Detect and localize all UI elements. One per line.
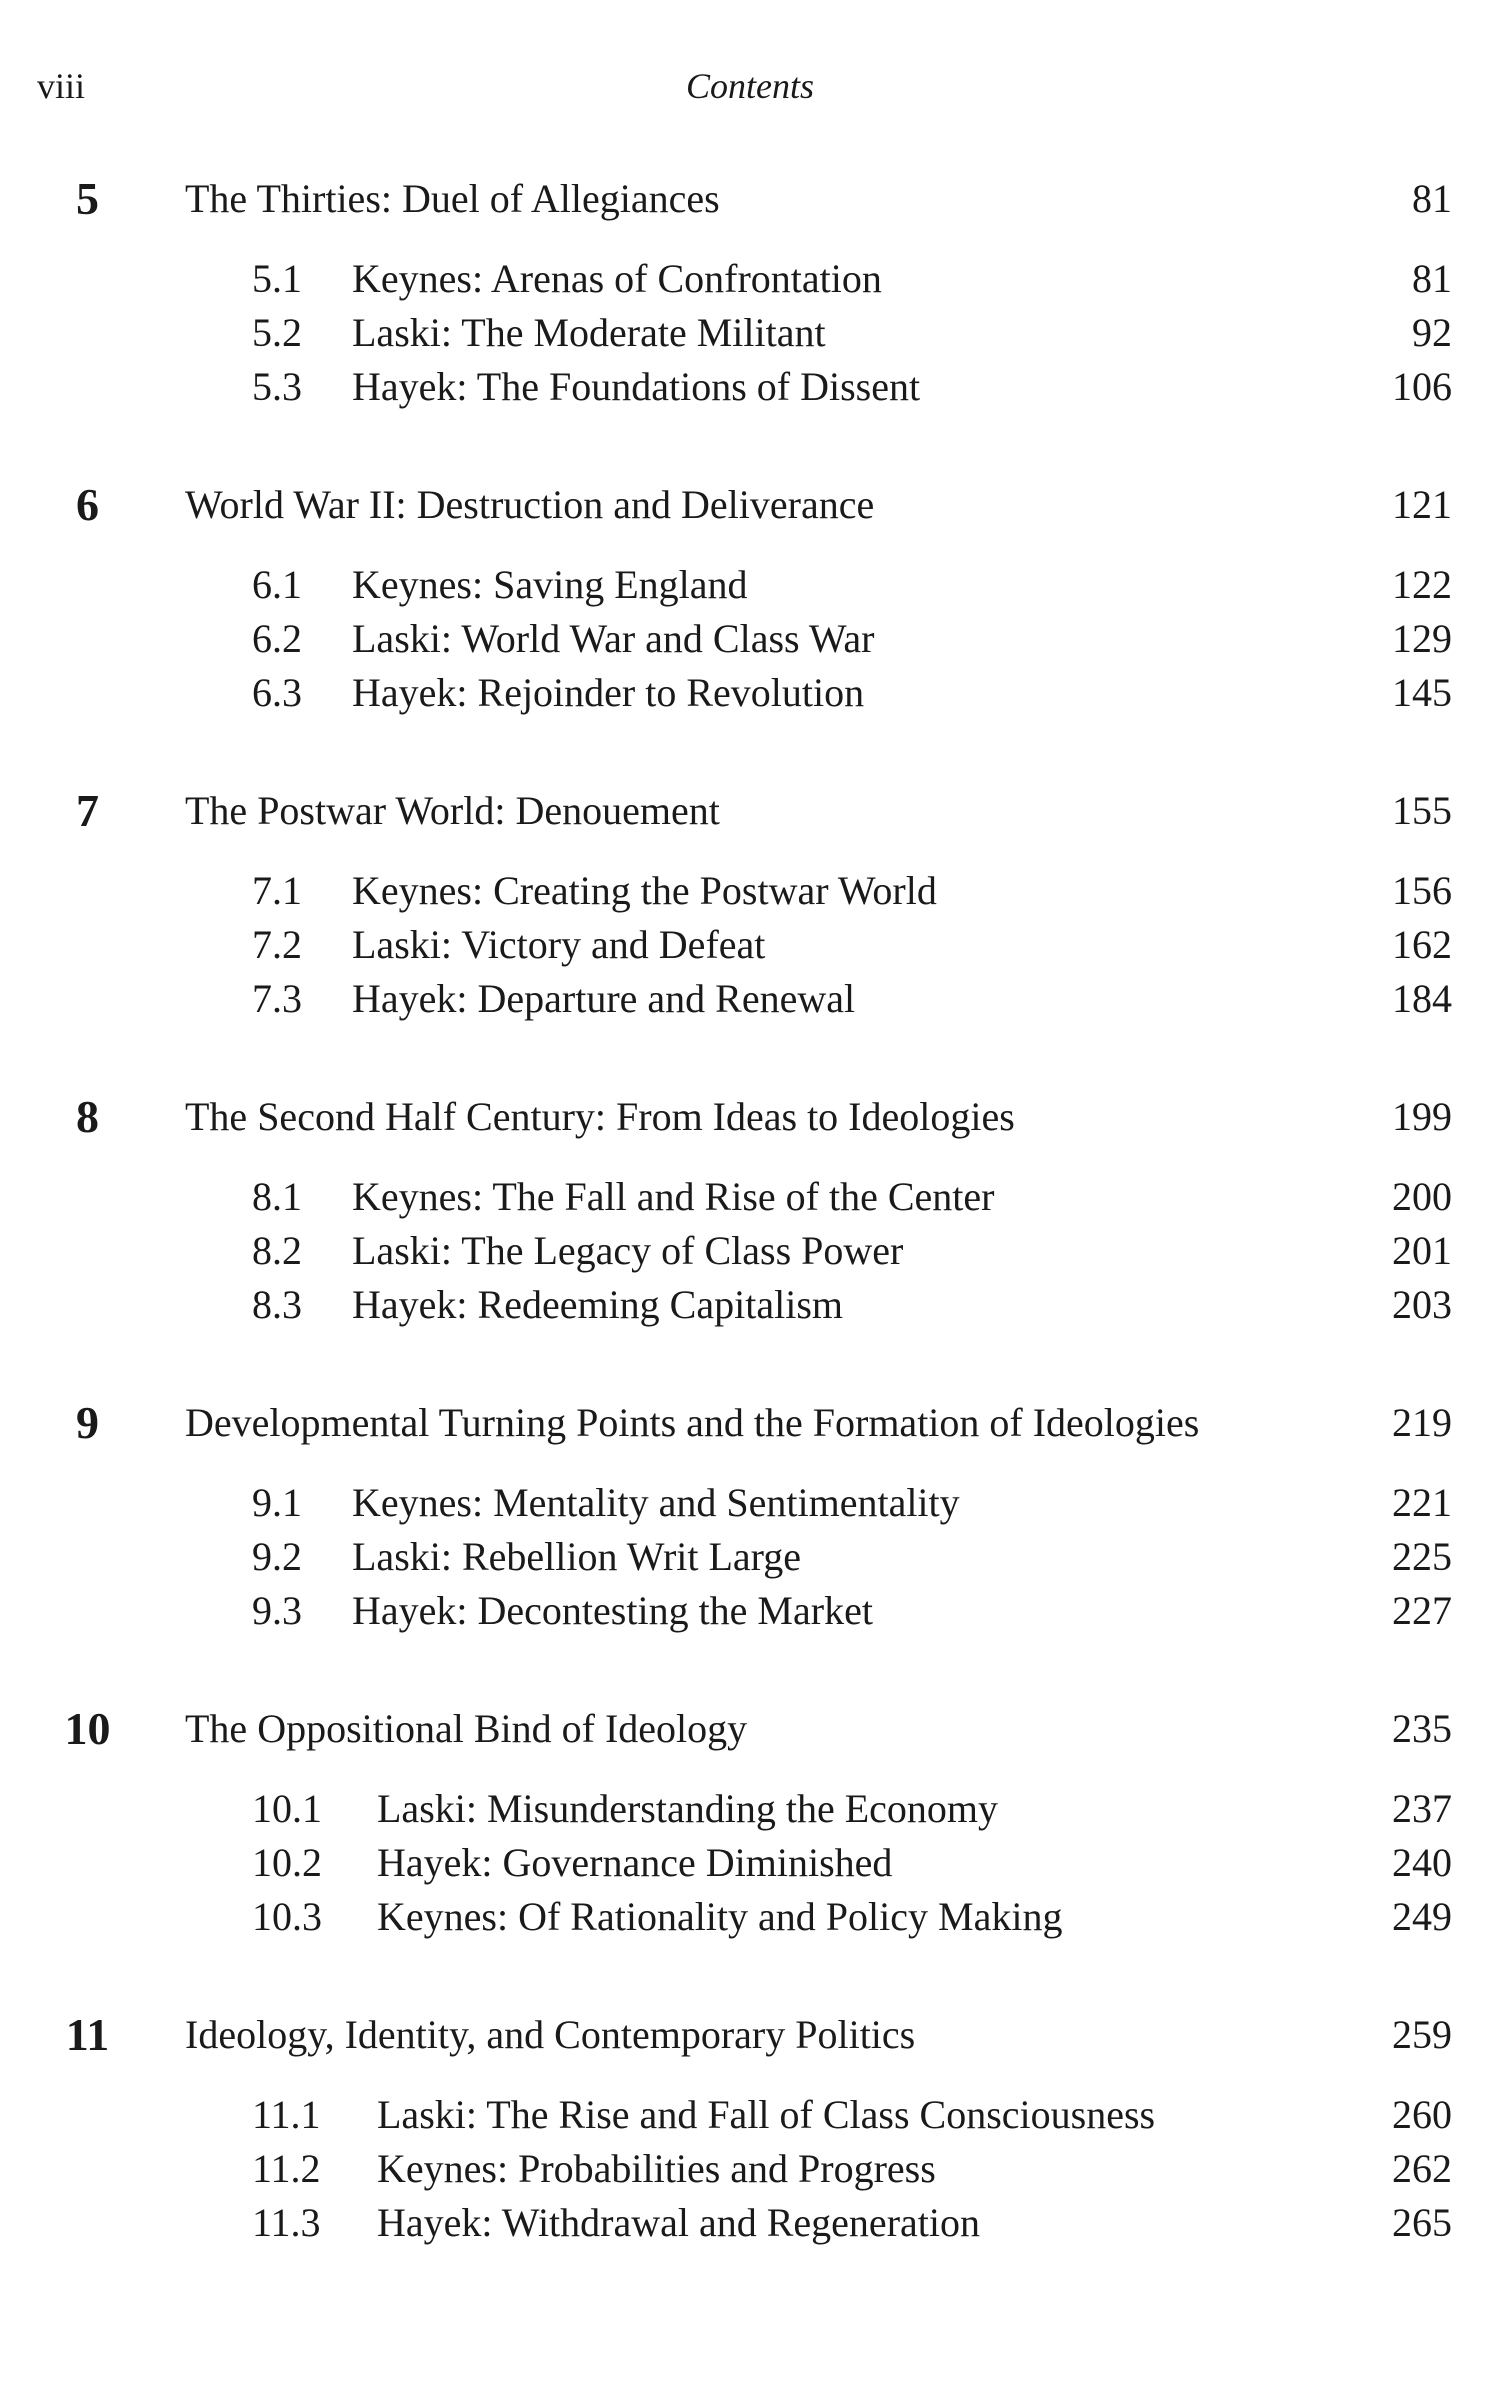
section-number: 9.2 bbox=[252, 1534, 302, 1579]
section-page-number: 92 bbox=[1412, 310, 1452, 355]
section-entry[interactable] bbox=[0, 360, 1500, 414]
section-entry[interactable] bbox=[0, 306, 1500, 360]
chapter-entry[interactable] bbox=[0, 172, 1500, 226]
section-number: 6.1 bbox=[252, 562, 302, 607]
section-number: 11.1 bbox=[252, 2092, 321, 2137]
section-page-number: 260 bbox=[1392, 2092, 1452, 2137]
chapter-number: 8 bbox=[76, 1091, 99, 1142]
running-head: Contents bbox=[685, 66, 814, 106]
toc-chapter bbox=[0, 2008, 1500, 2250]
section-number: 8.2 bbox=[252, 1228, 302, 1273]
chapter-page-number: 121 bbox=[1392, 482, 1452, 527]
section-title: Keynes: Arenas of Confrontation bbox=[352, 256, 882, 301]
section-number: 7.1 bbox=[252, 868, 302, 913]
section-title: Keynes: The Fall and Rise of the Center bbox=[352, 1174, 995, 1219]
section-number: 8.1 bbox=[252, 1174, 302, 1219]
chapter-number: 10 bbox=[64, 1703, 111, 1754]
chapter-entry[interactable] bbox=[0, 1090, 1500, 1144]
section-page-number: 162 bbox=[1392, 922, 1452, 967]
chapter-number: 6 bbox=[76, 479, 99, 530]
section-entry[interactable] bbox=[0, 558, 1500, 612]
section-entry[interactable] bbox=[0, 864, 1500, 918]
section-page-number: 145 bbox=[1392, 670, 1452, 715]
section-number: 5.1 bbox=[252, 256, 302, 301]
chapter-title: The Second Half Century: From Ideas to Ideologies bbox=[185, 1094, 1015, 1139]
section-entry[interactable] bbox=[0, 1782, 1500, 1836]
section-title: Laski: Misunderstanding the Economy bbox=[377, 1786, 999, 1831]
chapter-entry[interactable] bbox=[0, 1396, 1500, 1450]
section-entry[interactable] bbox=[0, 972, 1500, 1026]
toc-chapter bbox=[0, 1396, 1500, 1638]
section-number: 5.2 bbox=[252, 310, 302, 355]
section-number: 10.3 bbox=[252, 1894, 322, 1939]
section-page-number: 249 bbox=[1392, 1894, 1452, 1939]
section-title: Laski: Rebellion Writ Large bbox=[352, 1534, 802, 1579]
section-number: 6.3 bbox=[252, 670, 302, 715]
toc-chapter bbox=[0, 1702, 1500, 1944]
section-page-number: 200 bbox=[1392, 1174, 1452, 1219]
section-page-number: 225 bbox=[1392, 1534, 1452, 1579]
section-page-number: 201 bbox=[1392, 1228, 1452, 1273]
section-title: Keynes: Saving England bbox=[352, 562, 748, 607]
section-number: 7.2 bbox=[252, 922, 302, 967]
toc-chapter bbox=[0, 1090, 1500, 1332]
section-page-number: 265 bbox=[1392, 2200, 1452, 2245]
section-number: 10.2 bbox=[252, 1840, 322, 1885]
section-number: 7.3 bbox=[252, 976, 302, 1021]
section-title: Hayek: Departure and Renewal bbox=[352, 976, 856, 1021]
section-number: 11.3 bbox=[252, 2200, 321, 2245]
table-of-contents bbox=[0, 172, 1500, 2314]
section-entry[interactable] bbox=[0, 1530, 1500, 1584]
chapter-number: 5 bbox=[76, 173, 99, 224]
section-page-number: 221 bbox=[1392, 1480, 1452, 1525]
chapter-entry[interactable] bbox=[0, 1702, 1500, 1756]
section-entry[interactable] bbox=[0, 1476, 1500, 1530]
chapter-entry[interactable] bbox=[0, 478, 1500, 532]
section-entry[interactable] bbox=[0, 918, 1500, 972]
chapter-number: 7 bbox=[76, 785, 99, 836]
chapter-page-number: 259 bbox=[1392, 2012, 1452, 2057]
chapter-page-number: 81 bbox=[1412, 176, 1452, 221]
page-folio: viii bbox=[37, 66, 86, 106]
chapter-page-number: 155 bbox=[1392, 788, 1452, 833]
section-title: Laski: The Legacy of Class Power bbox=[352, 1228, 904, 1273]
section-title: Hayek: Governance Diminished bbox=[377, 1840, 893, 1885]
section-entry[interactable] bbox=[0, 1224, 1500, 1278]
chapter-title: Ideology, Identity, and Contemporary Politics bbox=[185, 2012, 916, 2057]
toc-chapter bbox=[0, 172, 1500, 414]
section-page-number: 106 bbox=[1392, 364, 1452, 409]
chapter-title: The Postwar World: Denouement bbox=[185, 788, 720, 833]
section-title: Laski: Victory and Defeat bbox=[352, 922, 766, 967]
chapter-title: Developmental Turning Points and the Formation of Ideologies bbox=[185, 1400, 1200, 1445]
section-title: Hayek: Decontesting the Market bbox=[352, 1588, 873, 1633]
chapter-title: The Oppositional Bind of Ideology bbox=[185, 1706, 748, 1751]
section-entry[interactable] bbox=[0, 1836, 1500, 1890]
section-page-number: 184 bbox=[1392, 976, 1452, 1021]
section-entry[interactable] bbox=[0, 252, 1500, 306]
section-title: Keynes: Creating the Postwar World bbox=[352, 868, 937, 913]
section-number: 9.1 bbox=[252, 1480, 302, 1525]
chapter-number: 9 bbox=[76, 1397, 99, 1448]
section-number: 8.3 bbox=[252, 1282, 302, 1327]
section-page-number: 237 bbox=[1392, 1786, 1452, 1831]
section-page-number: 203 bbox=[1392, 1282, 1452, 1327]
section-number: 5.3 bbox=[252, 364, 302, 409]
section-entry[interactable] bbox=[0, 1278, 1500, 1332]
section-title: Keynes: Mentality and Sentimentality bbox=[352, 1480, 960, 1525]
section-entry[interactable] bbox=[0, 612, 1500, 666]
section-entry[interactable] bbox=[0, 2196, 1500, 2250]
section-number: 9.3 bbox=[252, 1588, 302, 1633]
section-title: Keynes: Probabilities and Progress bbox=[377, 2146, 936, 2191]
section-number: 11.2 bbox=[252, 2146, 321, 2191]
section-title: Keynes: Of Rationality and Policy Making bbox=[377, 1894, 1063, 1939]
chapter-page-number: 219 bbox=[1392, 1400, 1452, 1445]
section-title: Hayek: The Foundations of Dissent bbox=[352, 364, 921, 409]
section-title: Laski: The Rise and Fall of Class Consciousness bbox=[377, 2092, 1156, 2137]
section-title: Hayek: Redeeming Capitalism bbox=[352, 1282, 843, 1327]
section-page-number: 227 bbox=[1392, 1588, 1452, 1633]
section-title: Hayek: Rejoinder to Revolution bbox=[352, 670, 865, 715]
section-entry[interactable] bbox=[0, 1890, 1500, 1944]
chapter-number: 11 bbox=[65, 2009, 110, 2060]
section-number: 6.2 bbox=[252, 616, 302, 661]
section-number: 10.1 bbox=[252, 1786, 322, 1831]
section-entry[interactable] bbox=[0, 666, 1500, 720]
section-page-number: 240 bbox=[1392, 1840, 1452, 1885]
section-entry[interactable] bbox=[0, 1170, 1500, 1224]
section-title: Laski: World War and Class War bbox=[352, 616, 875, 661]
section-entry[interactable] bbox=[0, 2142, 1500, 2196]
section-entry[interactable] bbox=[0, 2088, 1500, 2142]
section-page-number: 129 bbox=[1392, 616, 1452, 661]
section-title: Laski: The Moderate Militant bbox=[352, 310, 826, 355]
section-page-number: 122 bbox=[1392, 562, 1452, 607]
chapter-title: The Thirties: Duel of Allegiances bbox=[185, 176, 720, 221]
chapter-page-number: 235 bbox=[1392, 1706, 1452, 1751]
section-page-number: 262 bbox=[1392, 2146, 1452, 2191]
chapter-entry[interactable] bbox=[0, 2008, 1500, 2062]
section-page-number: 81 bbox=[1412, 256, 1452, 301]
chapter-title: World War II: Destruction and Deliverance bbox=[185, 482, 875, 527]
toc-chapter bbox=[0, 478, 1500, 720]
section-page-number: 156 bbox=[1392, 868, 1452, 913]
section-title: Hayek: Withdrawal and Regeneration bbox=[377, 2200, 980, 2245]
toc-chapter bbox=[0, 784, 1500, 1026]
section-entry[interactable] bbox=[0, 1584, 1500, 1638]
chapter-page-number: 199 bbox=[1392, 1094, 1452, 1139]
chapter-entry[interactable] bbox=[0, 784, 1500, 838]
